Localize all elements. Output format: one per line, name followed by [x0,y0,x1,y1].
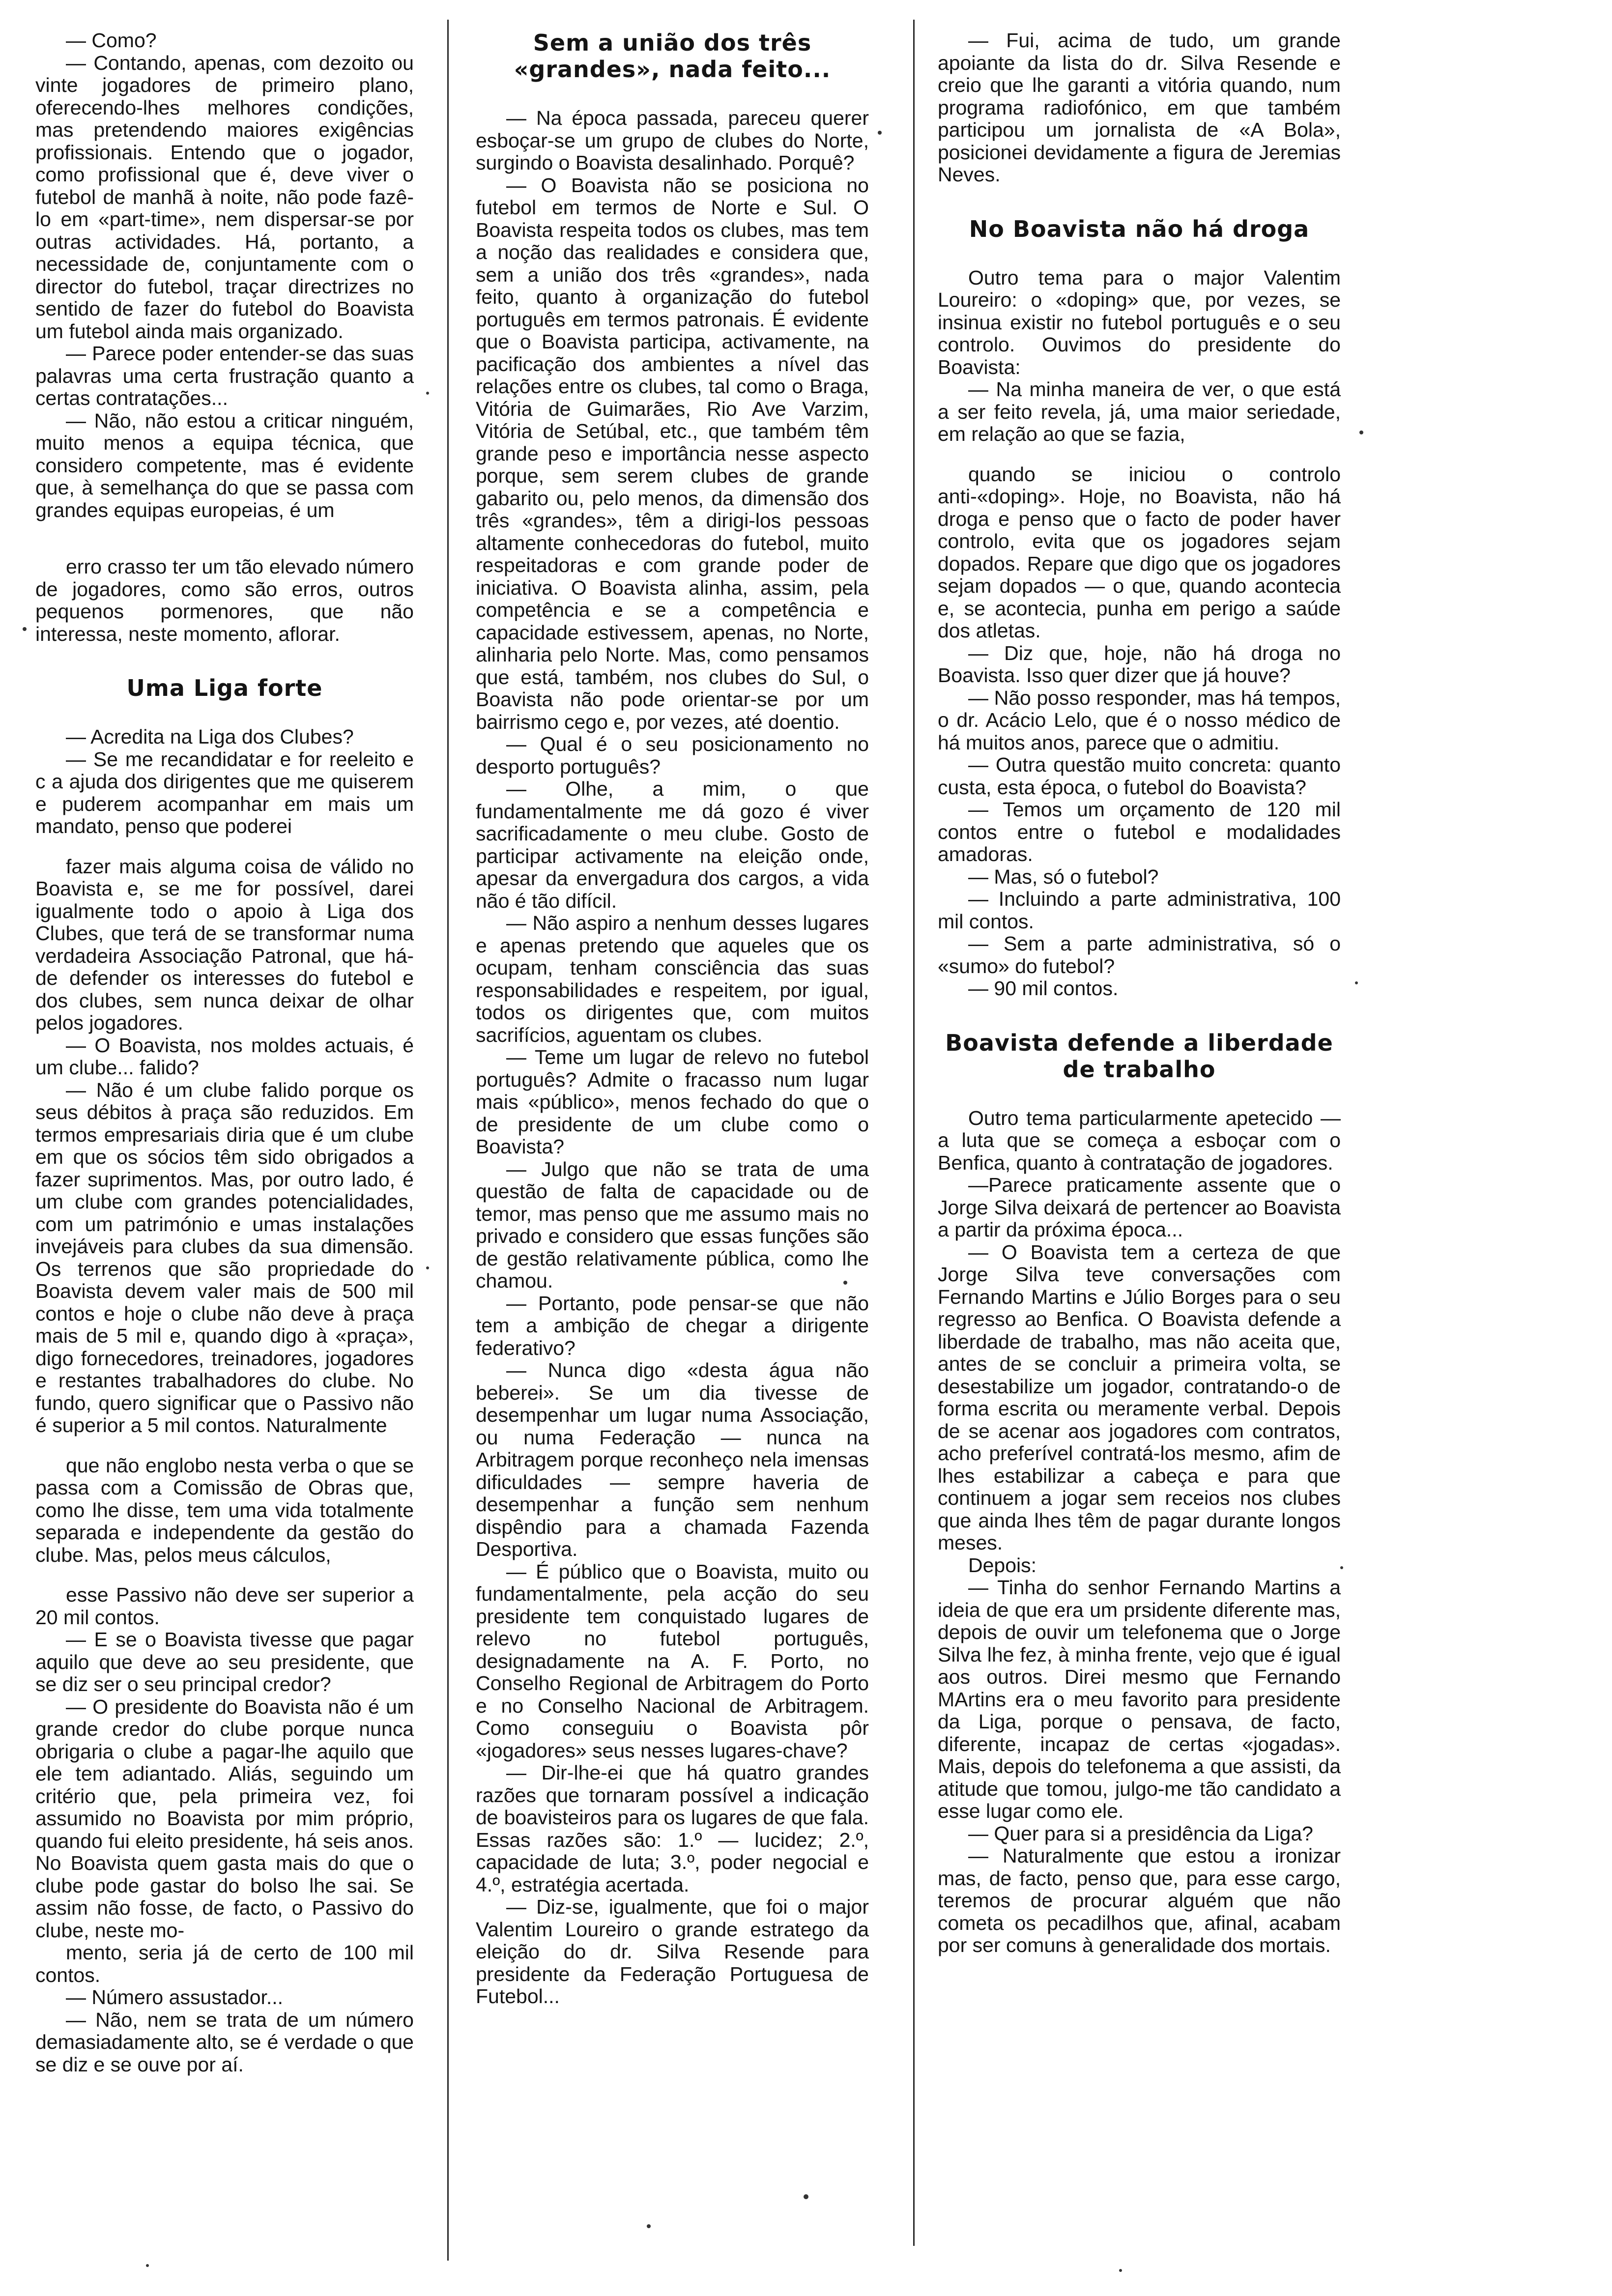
column-rule-left [447,20,449,2261]
paragraph: — Teme um lugar de relevo no futebol português? Admite o fracasso num lugar mais «público», menos fechado do que o de presidente de um clube como o Boavista? [476,1046,869,1158]
paragraph: fazer mais alguma coisa de válido no Boavista e, se me for possível, darei igualmente todo o apoio à Liga dos Clubes, que terá de se transformar numa verdadeira Associação Patronal, que há-de defender os interesses do futebol e dos clubes, sem nunca deixar de olhar pelos jogadores. [35,855,414,1034]
paragraph: — Olhe, a mim, o que fundamentalmente me dá gozo é viver sacrificadamente o meu clube. Gosto de participar activamente na eleição onde, apesar da envergadura dos cargos, a vida não é tão difícil. [476,777,869,912]
paragraph: — Incluindo a parte administrativa, 100 mil contos. [938,888,1341,933]
column-gap [35,521,414,556]
paragraph: — Parece poder entender-se das suas palavras uma certa frustração quanto a certas contratações... [35,342,414,409]
column-gap [35,1566,414,1584]
column-left [35,29,414,2076]
paragraph: — Portanto, pode pensar-se que não tem a ambição de chegar a dirigente federativo? [476,1292,869,1359]
section-heading: Uma Liga forte [126,675,323,701]
column-rule-right [913,20,915,2246]
paragraph: — Fui, acima de tudo, um grande apoiante da lista do dr. Silva Resende e creio que lhe garanti a vitória quando, num programa radiofónico, em que também participou um jornalista de «A Bola», posicionei devidamente a figura de Jeremias Neves. [938,29,1341,186]
paragraph: — Mas, só o futebol? [968,865,1159,888]
paragraph: — Sem a parte administrativa, só o «sumo» do futebol? [938,932,1341,977]
paragraph: — Acredita na Liga dos Clubes? [66,725,354,748]
paragraph: —Parece praticamente assente que o Jorge Silva deixará de pertencer ao Boavista a partir da próxima época... [938,1174,1341,1241]
paragraph: — Não, nem se trata de um número demasiadamente alto, se é verdade o que se diz e se ouve por aí. [35,2008,414,2076]
paragraph: — Qual é o seu posicionamento no desporto português? [476,733,869,778]
paragraph: — Número assustador... [66,1986,284,2009]
paragraph: — E se o Boavista tivesse que pagar aquilo que deve ao seu presidente, que se diz ser o seu principal credor? [35,1628,414,1695]
paragraph: — Diz-se, igualmente, que foi o major Valentim Loureiro o grande estratego da eleição do dr. Silva Resende para presidente da Federação Portuguesa de Futebol... [476,1895,869,2008]
paragraph: esse Passivo não deve ser superior a 20 mil contos. [35,1583,414,1629]
paragraph: Outro tema para o major Valentim Loureiro: o «doping» que, por vezes, se insinua existir no futebol português e o seu controlo. Ouvimos do presidente do Boavista: [938,266,1341,378]
paragraph: que não englobo nesta verba o que se passa com a Comissão de Obras que, como lhe disse, tem uma vida totalmente separada e independente da gestão do clube. Mas, pelos meus cálculos, [35,1454,414,1566]
column-gap [35,1437,414,1455]
paragraph: — Tinha do senhor Fernando Martins a ideia de que era um prsidente diferente mas, depois de ouvir um telefonema que o Jorge Silva lhe fez, à minha frente, vejo que é igual aos outros. Direi mesmo que Fernando MArtins era o meu favorito para presidente da Liga, porque o pensava, de facto, diferente, incapaz de certas «jogadas». Mais, depois do telefonema a que assisti, da atitude que tomou, julgo-me tão candidato a esse lugar como ele. [938,1576,1341,1822]
paragraph: — Não aspiro a nenhum desses lugares e apenas pretendo que aqueles que os ocupam, tenham consciência das suas responsabilidades e respeitem, por igual, todos os dirigentes que, com muitos sacrifícios, aguentam os clubes. [476,912,869,1046]
column-gap [35,838,414,856]
paragraph: — Quer para si a presidência da Liga? [968,1822,1313,1845]
paragraph: — Temos um orçamento de 120 mil contos entre o futebol e modalidades amadoras. [938,798,1341,865]
paragraph: — Outra questão muito concreta: quanto custa, esta época, o futebol do Boavista? [938,753,1341,799]
paragraph: — Não, não estou a criticar ninguém, muito menos a equipa técnica, que considero competente, mas é evidente que, à semelhança do que se passa com grandes equipas europeias, é um [35,409,414,521]
paragraph: — Contando, apenas, com dezoito ou vinte jogadores de primeiro plano, oferecendo-lhes melhores condições, mas pretendendo maiores exigências profissionais. Entendo que o jogador, como profissional que é, deve viver o futebol de manhã à noite, não pode fazê-lo em «part-time», nem dispersar-se por outras actividades. Há, portanto, a necessidade de, conjuntamente com o director do futebol, traçar directrizes no sentido de fazer do futebol do Boavista um futebol ainda mais organizado. [35,51,414,343]
paragraph: erro crasso ter um tão elevado número de jogadores, como são erros, outros pequenos pormenores, que não interessa, neste momento, aflorar. [35,555,414,645]
paragraph: — 90 mil contos. [968,977,1119,1000]
paragraph: — O Boavista tem a certeza de que Jorge Silva teve conversações com Fernando Martins e Júlio Borges para o seu regresso ao Benfica. O Boavista defende a liberdade de trabalho, mas não aceita que, antes de se concluir a primeira volta, se desestabilize um jogador, contratando-o de forma escrita ou meramente verbal. Depois de se acenar aos jogadores com contratos, acho preferível contratá-los mesmo, afim de lhes estabilizar a cabeça e para que continuem a jogar sem receios nos clubes que ainda lhes têm de pagar durante longos meses. [938,1240,1341,1554]
paragraph: — Diz que, hoje, não há droga no Boavista. Isso quer dizer que já houve? [938,641,1341,687]
section-heading: No Boavista não há droga [969,215,1310,242]
paragraph: — É público que o Boavista, muito ou fundamentalmente, pela acção do seu presidente tem conquistado lugares de relevo no futebol português, designadamente na A. F. Porto, no Conselho Regional de Arbitragem do Porto e no Conselho Nacional de Arbitragem. Como conseguiu o Boavista pôr «jogadores» seus nesses lugares-chave? [476,1560,869,1762]
paragraph: — Na minha maneira de ver, o que está a ser feito revela, já, uma maior seriedade, em relação ao que se fazia, [938,378,1341,445]
paragraph: Depois: [968,1553,1037,1577]
paragraph: Outro tema particularmente apetecido — a luta que se começa a esboçar com o Benfica, quanto à contratação de jogadores. [938,1106,1341,1174]
paragraph: quando se iniciou o controlo anti-«doping». Hoje, no Boavista, não há droga e penso que o facto de poder haver controlo, evita que os jogadores sejam dopados. Repare que digo que os jogadores sejam dopados — o que, quando acontecia e, se acontecia, punha em perigo a saúde dos atletas. [938,462,1341,642]
paragraph: — Não é um clube falido porque os seus débitos à praça são reduzidos. Em termos empresariais diria que é um clube em que os sócios têm sido obrigados a fazer suprimentos. Mas, por outro lado, é um clube com grandes potencialidades, com um património e umas instalações invejáveis para clubes da sua dimensão. Os terrenos que são propriedade do Boavista devem valer mais de 500 mil contos e hoje o clube não deve à praça mais de 5 mil e, quando digo à «praça», digo fornecedores, treinadores, jogadores e restantes trabalhadores do clube. No fundo, quero significar que o Passivo não é superior a 5 mil contos. Naturalmente [35,1078,414,1436]
section-heading: Sem a união dos três «grandes», nada feito... [514,29,831,83]
column-right [938,29,1341,1957]
column-gap [938,446,1341,463]
paragraph: — Como? [66,29,157,52]
paragraph: — Não posso responder, mas há tempos, o dr. Acácio Lelo, que é o nosso médico de há muitos anos, parece que o admitiu. [938,686,1341,754]
column-middle [476,29,869,2008]
paragraph: — Se me recandidatar e for reeleito e c a ajuda dos dirigentes que me quiserem e puderem acompanhar em mais um mandato, penso que poderei [35,747,414,837]
paragraph: — Julgo que não se trata de uma questão de falta de capacidade ou de temor, mas penso que me assumo mais no privado e considero que essas funções são de gestão relativamente pública, como lhe chamou. [476,1157,869,1292]
paragraph: mento, seria já de certo de 100 mil contos. [35,1941,414,1986]
section-heading: Boavista defende a liberdade de trabalho [945,1029,1333,1083]
paragraph: — O Boavista, nos moldes actuais, é um clube... falido? [35,1033,414,1079]
paragraph: — Dir-lhe-ei que há quatro grandes razões que tornaram possível a indicação de boavisteiros para os lugares de que fala. Essas razões são: 1.º — lucidez; 2.º, capacidade de luta; 3.º, poder negocial e 4.º, estratégia acertada. [476,1761,869,1896]
paragraph: — Nunca digo «desta água não beberei». Se um dia tivesse de desempenhar um lugar numa Associação, ou numa Federação — nunca na Arbitragem porque reconheço nela imensas dificuldades — sempre haveria de desempenhar a função sem nenhum dispêndio para a chamada Fazenda Desportiva. [476,1359,869,1560]
paragraph: — Na época passada, pareceu querer esboçar-se um grupo de clubes do Norte, surgindo o Boavista desalinhado. Porquê? [476,107,869,174]
paragraph: — Naturalmente que estou a ironizar mas, de facto, penso que, para esse cargo, teremos de procurar alguém que não cometa os pecadilhos que, afinal, acabam por ser comuns à generalidade dos mortais. [938,1844,1341,1956]
paragraph: — O Boavista não se posiciona no futebol em termos de Norte e Sul. O Boavista respeita todos os clubes, mas tem a noção das realidades e considera que, sem a união dos três «grandes», nada feito, quanto à organização do futebol português em termos patronais. É evidente que o Boavista participa, activamente, na pacificação dos ambientes a nível das relações entre os clubes, tal como o Braga, Vitória de Guimarães, Rio Ave Varzim, Vitória de Setúbal, etc., que também têm grande peso e importância nesse aspecto porque, sem serem clubes de grande gabarito ou, pelo menos, da dimensão dos três «grandes», têm a dirigi-los pessoas altamente conhecedoras do futebol, muito respeitadoras e com grande poder de iniciativa. O Boavista alinha, assim, pela competência e se a competência e capacidade estivessem, apenas, no Norte, alinharia pelo Norte. Mas, como pensamos que está, também, nos clubes do Sul, o Boavista não pode orientar-se por um bairrismo cego e, por vezes, até doentio. [476,173,869,733]
paragraph: — O presidente do Boavista não é um grande credor do clube porque nunca obrigaria o clube a pagar-lhe aquilo que ele tem adiantado. Aliás, seguindo um critério que, pela primeira vez, foi assumido no Boavista por mim próprio, quando fui eleito presidente, há seis anos. No Boavista quem gasta mais do que o clube pode gastar do bolso lhe sai. Se assim não fosse, de facto, o Passivo do clube, neste mo- [35,1695,414,1942]
